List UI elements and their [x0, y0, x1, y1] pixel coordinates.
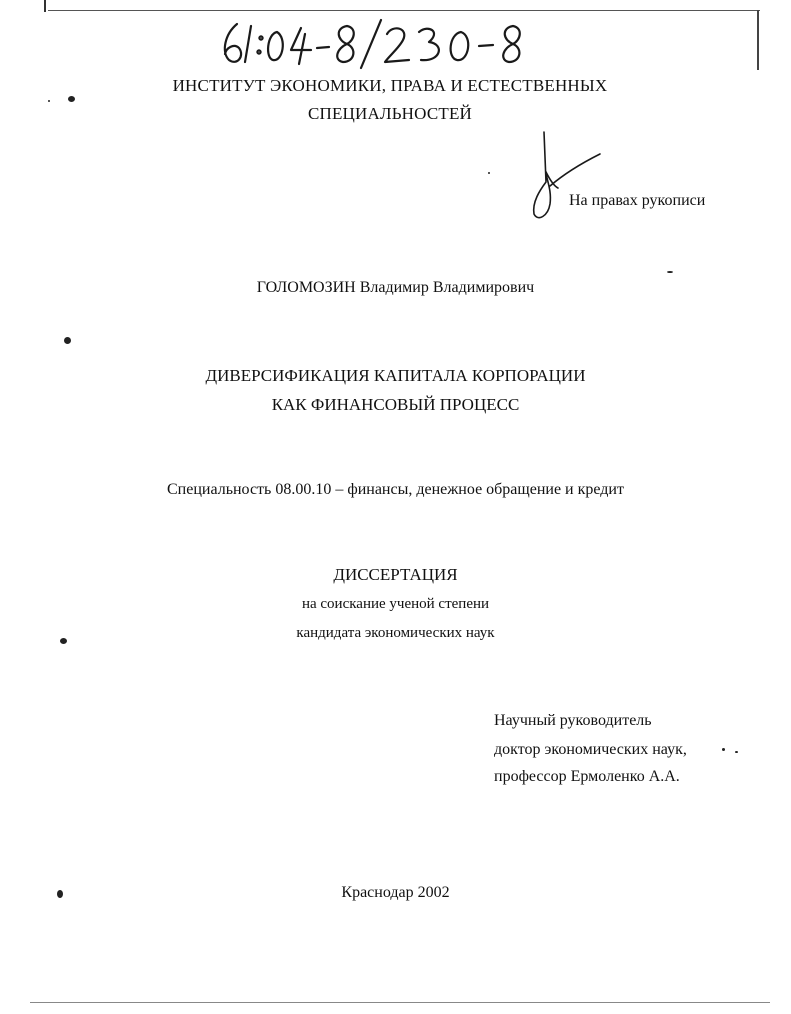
author-name: ГОЛОМОЗИН Владимир Владимирович: [256, 279, 535, 296]
scan-speck: [667, 271, 673, 273]
advisor-degree: доктор экономических наук,: [494, 741, 687, 758]
scan-speck: [68, 96, 75, 102]
scan-edge-bottom: [30, 1002, 770, 1003]
advisor-role: Научный руководитель: [494, 712, 652, 729]
scan-speck: [488, 172, 490, 174]
scan-speck: [64, 337, 71, 344]
institute-name-line-2: СПЕЦИАЛЬНОСТЕЙ: [307, 104, 473, 123]
manuscript-rights-label: На правах рукописи: [569, 192, 706, 209]
scan-edge-right: [757, 10, 759, 70]
scan-edge-top: [48, 10, 760, 11]
advisor-name: профессор Ермоленко А.А.: [494, 768, 680, 785]
handwritten-archive-code: [215, 12, 535, 82]
handwritten-signature: [520, 128, 620, 228]
document-type-heading: ДИССЕРТАЦИЯ: [333, 565, 458, 584]
scan-speck: [722, 748, 725, 751]
scan-speck: [735, 751, 738, 753]
degree-line-2: кандидата экономических наук: [296, 625, 495, 641]
dissertation-title-line-1: ДИВЕРСИФИКАЦИЯ КАПИТАЛА КОРПОРАЦИИ: [205, 366, 586, 385]
specialty-line: Специальность 08.00.10 – финансы, денежное обращение и кредит: [167, 481, 624, 498]
city-year: Краснодар 2002: [341, 884, 450, 901]
degree-line-1: на соискание ученой степени: [301, 596, 490, 612]
dissertation-title-line-2: КАК ФИНАНСОВЫЙ ПРОЦЕСС: [271, 395, 520, 414]
institute-name-line-1: ИНСТИТУТ ЭКОНОМИКИ, ПРАВА И ЕСТЕСТВЕННЫХ: [172, 76, 608, 95]
scan-speck: [48, 100, 50, 102]
